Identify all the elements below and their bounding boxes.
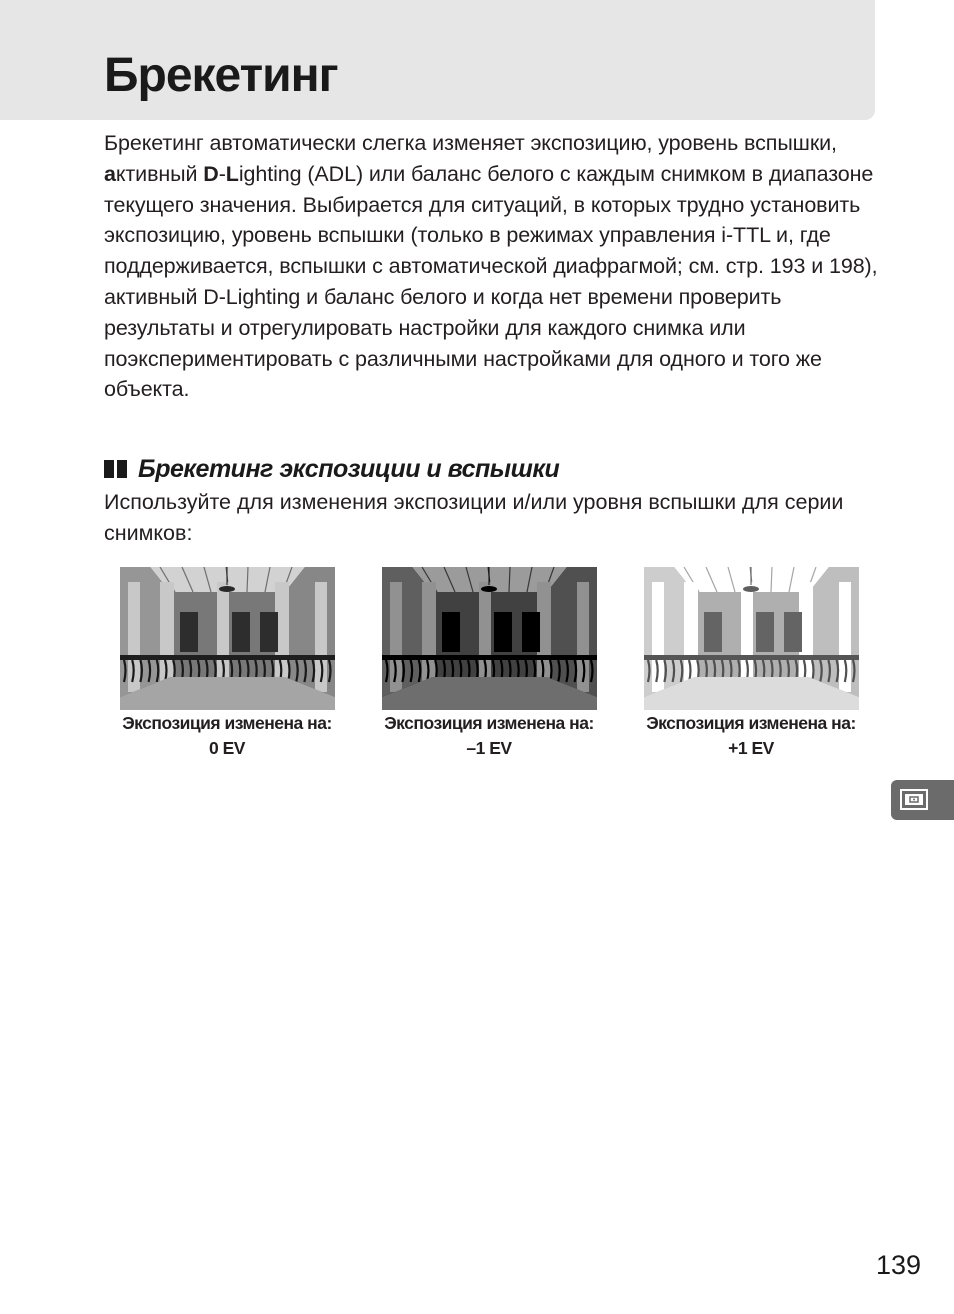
shooting-menu-icon bbox=[900, 787, 928, 811]
intro-bold-l: L bbox=[225, 161, 239, 186]
photo-minus1ev bbox=[382, 567, 597, 710]
caption-value: +1 EV bbox=[728, 737, 774, 758]
figure-caption bbox=[620, 711, 882, 760]
intro-bold-d: D bbox=[203, 161, 219, 186]
caption-label: Экспозиция изменена на: bbox=[646, 713, 856, 733]
intro-text-3: ighting (ADL) или баланс белого с каждым снимком в диапазоне текущего значения. Выбирается для ситуаций, в которых трудно установить экспозицию, уровень вспышки (только в режимах управления i-TTL и, где поддерживается, вспышки с автоматической диафрагмой; см. стр. 193 и 198), активный D-Lighting и баланс белого и когда нет времени проверить результаты и отрегулировать настройки для каждого снимка или поэкспериментировать с различными настройками для одного и того же объекта. bbox=[104, 161, 878, 402]
shooting-menu-tab[interactable] bbox=[891, 780, 954, 820]
caption-label: Экспозиция изменена на: bbox=[384, 713, 594, 733]
photo-plus1ev bbox=[644, 567, 859, 710]
intro-paragraph bbox=[104, 128, 879, 405]
intro-text-2: ктивный bbox=[115, 161, 204, 186]
figure-caption bbox=[96, 711, 358, 760]
caption-label: Экспозиция изменена на: bbox=[122, 713, 332, 733]
heading-marker-icon bbox=[104, 460, 130, 478]
caption-value: –1 EV bbox=[466, 737, 512, 758]
figure-caption bbox=[358, 711, 620, 760]
figure-minus1ev bbox=[358, 567, 620, 760]
section-heading-text: Брекетинг экспозиции и вспышки bbox=[138, 455, 560, 483]
intro-dash: - bbox=[218, 161, 226, 186]
section-heading bbox=[104, 452, 559, 486]
page-number: 139 bbox=[876, 1250, 922, 1280]
caption-value: 0 EV bbox=[209, 737, 245, 758]
intro-text-1: Брекетинг автоматически слегка изменяет экспозицию, уровень вспышки, bbox=[104, 131, 837, 155]
photo-0ev bbox=[120, 567, 335, 710]
section-text: Используйте для изменения экспозиции и/или уровня вспышки для серии снимков: bbox=[104, 490, 844, 545]
page-title: Брекетинг bbox=[104, 49, 338, 102]
intro-bold-a: а bbox=[104, 161, 116, 186]
figure-0ev bbox=[96, 567, 358, 760]
figure-plus1ev bbox=[620, 567, 882, 760]
